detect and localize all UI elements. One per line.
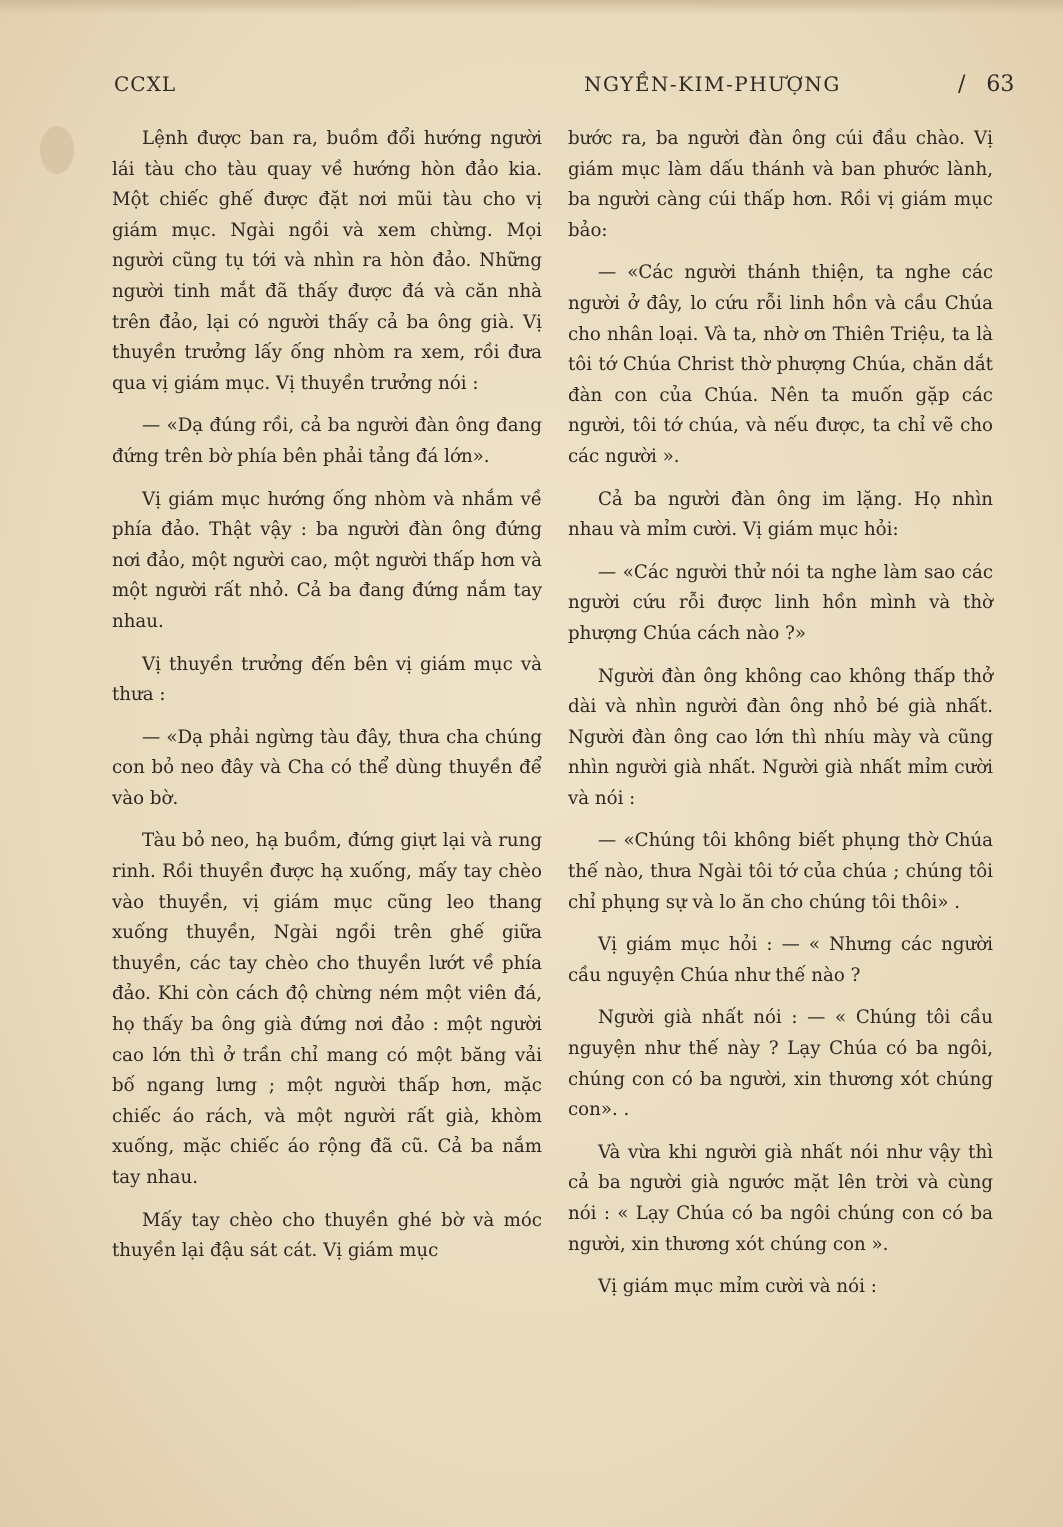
dialog-paragraph: — «Các người thánh thiện, ta nghe các người ở đây, lo cứu rỗi linh hồn và cầu Chúa cho nhân loại. Và ta, nhờ ơn Thiên Triệu, ta là tôi tớ Chúa Christ thờ phượng Chúa, chăn dắt đàn con của Chúa. Nên ta muốn gặp các người, tôi tớ chúa, và nếu được, ta chỉ vẽ cho các người ». — [568, 262, 993, 467]
paragraph: Tàu bỏ neo, hạ buồm, đứng giựt lại và rung rinh. Rồi thuyền được hạ xuống, mấy tay chèo vào thuyền, vị giám mục cũng leo thang xuống thuyền, Ngài ngồi trên ghế giữa thuyền, các tay chèo cho thuyền lướt về phía đảo. Khi còn cách độ chừng ném một viên đá, họ thấy ba ông già đứng nơi đảo : một người cao lớn thì ở trần chỉ mang có một băng vải bố ngang lưng ; một người thấp hơn, mặc chiếc áo rách, và một người rất già, khòm xuống, mặc chiếc áo rộng đã cũ. Cả ba nắm tay nhau. — [112, 830, 542, 1188]
page-number-value: 63 — [986, 72, 1015, 97]
paragraph: Vị thuyền trưởng đến bên vị giám mục và thưa : — [112, 653, 542, 706]
paragraph: Người đàn ông không cao không thấp thở dài và nhìn người đàn ông nhỏ bé già nhất. Người đàn ông cao lớn thì nhíu mày và cũng nhìn người già nhất. Người già nhất mỉm cười và nói : — [568, 665, 993, 809]
paragraph: Vị giám mục hỏi : — « Nhưng các người cầu nguyện Chúa như thế nào ? — [568, 934, 993, 986]
author-name: NGYỀN-KIM-PHƯỢNG — [584, 72, 841, 96]
page-stain — [40, 126, 74, 174]
paragraph: Cả ba người đàn ông im lặng. Họ nhìn nhau và mỉm cười. Vị giám mục hỏi: — [568, 488, 993, 541]
page-top-edge — [0, 0, 1063, 14]
dialog-paragraph: — «Dạ phải ngừng tàu đây, thưa cha chúng con bỏ neo đây và Cha có thể dùng thuyền để vào bờ. — [112, 726, 542, 809]
paragraph: Lệnh được ban ra, buồm đổi hướng người lái tàu cho tàu quay về hướng hòn đảo kia. Một chiếc ghế được đặt nơi mũi tàu cho vị giám mục. Ngài ngồi và xem chừng. Mọi người cũng tụ tới và nhìn ra hòn đảo. Những người tinh mắt đã thấy được đá và căn nhà trên đảo, lại có người thấy cả ba ông già. Vị thuyền trưởng lấy ống nhòm ra xem, rồi đưa qua vị giám mục. Vị thuyền trưởng nói : — [112, 128, 542, 394]
paragraph: Vị giám mục hướng ống nhòm và nhắm về phía đảo. Thật vậy : ba người đàn ông đứng nơi đảo, một người cao, một người thấp hơn và một người rất nhỏ. Cả ba đang đứng nắm tay nhau. — [112, 488, 542, 632]
paragraph-continued: bước ra, ba người đàn ông cúi đầu chào. Vị giám mục làm dấu thánh và ban phước lành, ba người càng cúi thấp hơn. Rồi vị giám mục bảo: — [568, 128, 993, 241]
dialog-paragraph: — «Chúng tôi không biết phụng thờ Chúa thế nào, thưa Ngài tôi tớ của chúa ; chúng tôi chỉ phụng sự và lo ăn cho chúng tôi thôi» . — [568, 830, 993, 913]
left-column — [112, 124, 542, 1279]
dialog-paragraph: — «Các người thử nói ta nghe làm sao các người cứu rỗi được linh hồn mình và thờ phượng Chúa cách nào ?» — [568, 561, 993, 644]
paragraph: Mấy tay chèo cho thuyền ghé bờ và móc thuyền lại đậu sát cát. Vị giám mục — [112, 1209, 542, 1262]
right-column — [568, 124, 993, 1315]
header-separator: / — [958, 72, 966, 97]
dialog-paragraph: — «Dạ đúng rồi, cả ba người đàn ông đang đứng trên bờ phía bên phải tảng đá lớn». — [112, 415, 542, 467]
paragraph: Vị giám mục mỉm cười và nói : — [598, 1276, 877, 1298]
paragraph: Người già nhất nói : — « Chúng tôi cầu nguyện như thế này ? Lạy Chúa có ba ngôi, chúng con có ba người, xin thương xót chúng con». . — [568, 1007, 993, 1121]
chapter-number: CCXL — [114, 72, 177, 96]
page-header — [0, 72, 1063, 102]
paragraph: Và vừa khi người già nhất nói như vậy thì cả ba người già ngước mặt lên trời và cùng nói : « Lạy Chúa có ba ngôi chúng con có ba người, xin thương xót chúng con ». — [568, 1141, 993, 1255]
page-number — [958, 72, 1014, 97]
